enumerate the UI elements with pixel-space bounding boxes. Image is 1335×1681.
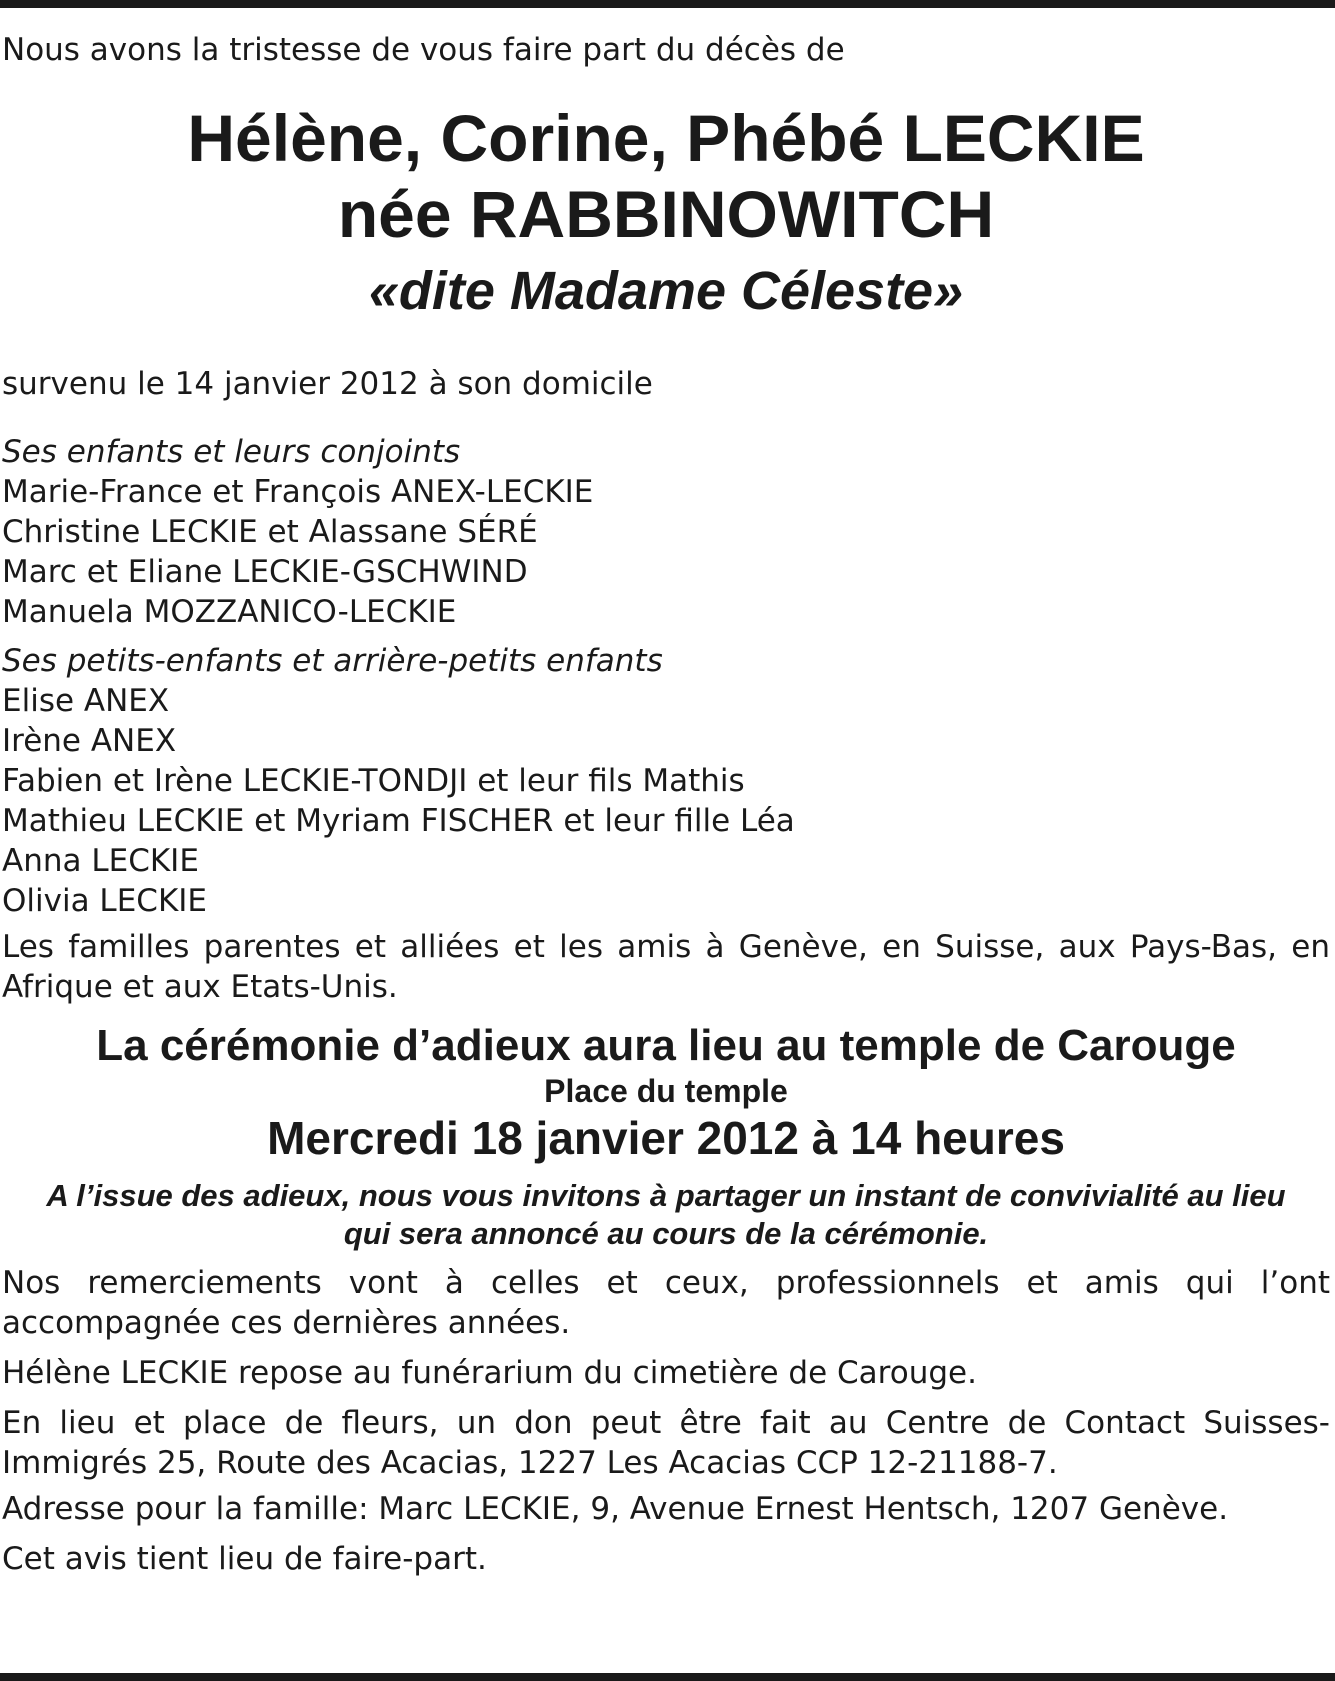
bottom-rule (0, 1673, 1335, 1681)
invitation-line: A l’issue des adieux, nous vous invitons à partager un instant de convivialité au lieu (46, 1178, 1286, 1213)
ceremony-date: Mercredi 18 janvier 2012 à 14 heures (267, 1112, 1065, 1164)
top-rule (0, 0, 1335, 8)
list-item: Elise ANEX (2, 683, 170, 719)
list-item: Marie-France et François ANEX-LECKIE (2, 474, 594, 510)
list-item: Marc et Eliane LECKIE-GSCHWIND (2, 554, 528, 590)
death-date: survenu le 14 janvier 2012 à son domicile (2, 366, 653, 402)
maiden-name: née RABBINOWITCH (337, 177, 995, 251)
donation-paragraph: En lieu et place de fleurs, un don peut être fait au Centre de Contact Suisses-Immigrés 25, Route des Acacias, 1227 Les Acacias CCP 12-21188-7. (2, 1405, 1330, 1481)
children-section (2, 432, 1330, 632)
list-item: Olivia LECKIE (2, 883, 207, 919)
nickname: «dite Madame Céleste» (368, 261, 964, 321)
grandchildren-heading: Ses petits-enfants et arrière-petits enfants (2, 643, 663, 679)
ceremony-title: La cérémonie d’adieux aura lieu au temple de Carouge (96, 1021, 1236, 1070)
family-address: Adresse pour la famille: Marc LECKIE, 9, Avenue Ernest Hentsch, 1207 Genève. (2, 1491, 1229, 1527)
deceased-name-block (2, 100, 1330, 324)
ceremony-place: Place du temple (544, 1073, 788, 1109)
thanks-paragraph: Nos remerciements vont à celles et ceux, professionnels et amis qui l’ont accompagnée ces dernières années. (2, 1265, 1330, 1341)
grandchildren-section (2, 641, 1330, 921)
deceased-name: Hélène, Corine, Phébé LECKIE (187, 101, 1145, 175)
invitation (2, 1177, 1330, 1253)
children-heading: Ses enfants et leurs conjoints (2, 434, 461, 470)
families-paragraph: Les familles parentes et alliées et les amis à Genève, en Suisse, aux Pays-Bas, en Afrique et aux Etats-Unis. (2, 929, 1330, 1005)
list-item: Fabien et Irène LECKIE-TONDJI et leur fils Mathis (2, 763, 745, 799)
list-item: Christine LECKIE et Alassane SÉRÉ (2, 514, 538, 550)
list-item: Anna LECKIE (2, 843, 199, 879)
ceremony-block (2, 1019, 1330, 1253)
death-notice-body (2, 30, 1330, 1579)
invitation-line: qui sera annoncé au cours de la cérémonie. (343, 1216, 989, 1251)
closing-text: Cet avis tient lieu de faire-part. (2, 1541, 487, 1577)
list-item: Mathieu LECKIE et Myriam FISCHER et leur fille Léa (2, 803, 795, 839)
rest-place: Hélène LECKIE repose au funérarium du cimetière de Carouge. (2, 1355, 977, 1391)
intro-text: Nous avons la tristesse de vous faire part du décès de (2, 32, 845, 68)
list-item: Manuela MOZZANICO-LECKIE (2, 594, 457, 630)
list-item: Irène ANEX (2, 723, 177, 759)
